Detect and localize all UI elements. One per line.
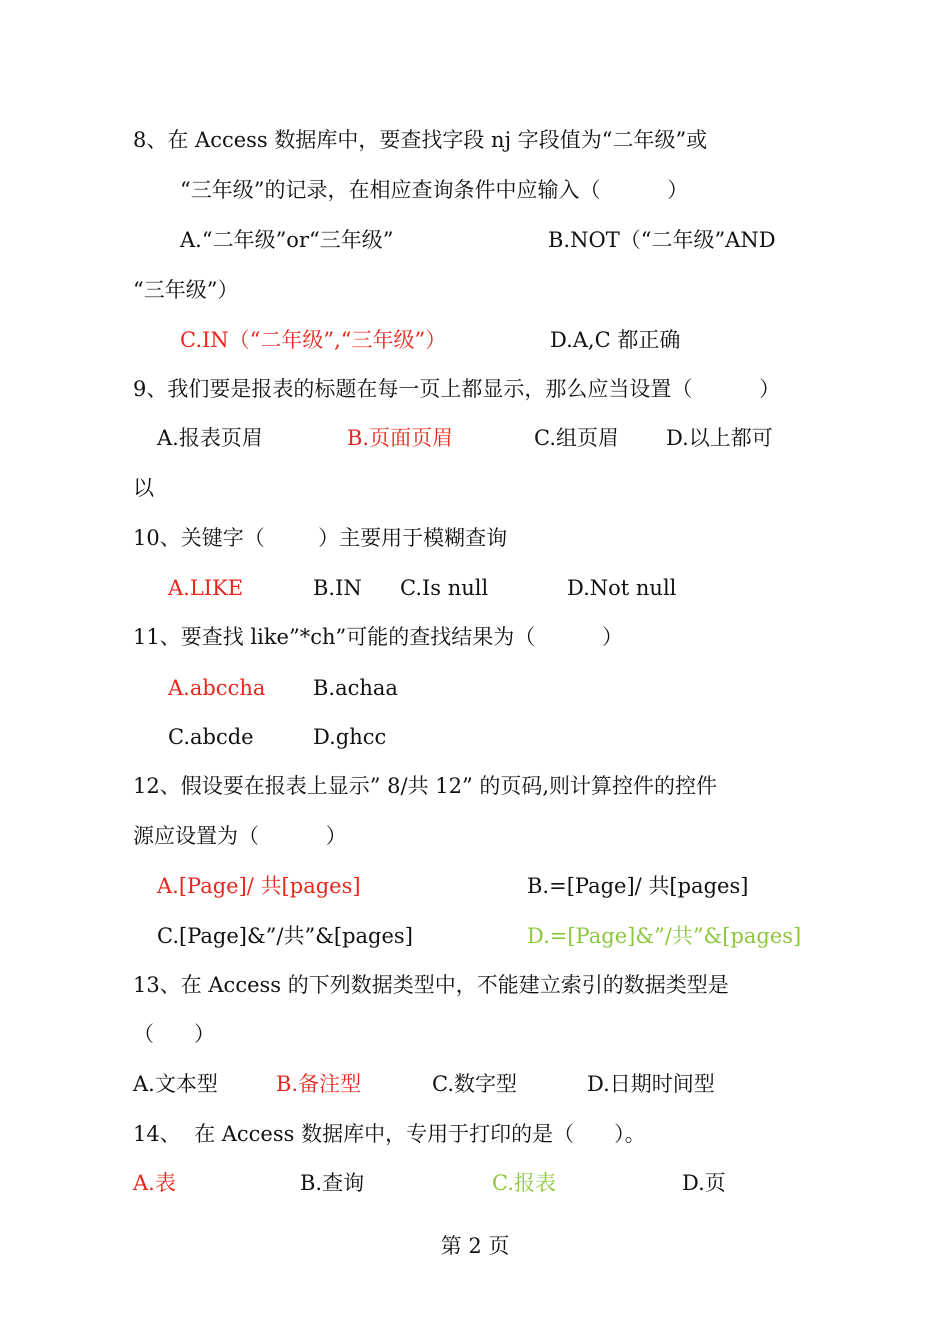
question-9-option-d-cont: 以 [133, 476, 154, 500]
question-10-option-b: B.IN [313, 576, 362, 600]
question-10-option-a: A.LIKE [168, 576, 244, 600]
question-12-stem-line-1: 12、假设要在报表上显示” 8/共 12” 的页码,则计算控件的控件 [133, 774, 718, 798]
question-10-stem: 10、关键字（ ）主要用于模糊查询 [133, 526, 508, 550]
question-11-option-b: B.achaa [313, 676, 398, 700]
question-10-option-d: D.Not null [567, 576, 677, 600]
question-11-option-c: C.abcde [168, 725, 254, 749]
question-14-option-c: C.报表 [492, 1171, 556, 1195]
question-9-option-d: D.以上都可 [666, 426, 773, 450]
question-12-stem-line-2: 源应设置为（ ） [133, 824, 347, 848]
question-9-option-b: B.页面页眉 [347, 426, 454, 450]
question-12-option-d: D.=[Page]&”/共”&[pages] [527, 924, 802, 948]
question-8-option-b-cont: “三年级”） [133, 278, 239, 302]
question-12-option-b: B.=[Page]/ 共[pages] [527, 874, 749, 898]
question-13-option-d: D.日期时间型 [587, 1072, 715, 1096]
question-12-option-a: A.[Page]/ 共[pages] [157, 874, 361, 898]
question-9-stem: 9、我们要是报表的标题在每一页上都显示，那么应当设置（ ） [133, 377, 781, 401]
question-11-stem: 11、要查找 like”*ch”可能的查找结果为（ ） [133, 625, 623, 649]
question-10-option-c: C.Is null [400, 576, 489, 600]
page-number: 第 2 页 [440, 1234, 510, 1258]
question-8-option-c: C.IN（“二年级”,“三年级”） [180, 328, 447, 352]
question-13-option-b: B.备注型 [276, 1072, 362, 1096]
question-14-option-b: B.查询 [300, 1171, 365, 1195]
question-13-option-a: A.文本型 [133, 1072, 218, 1096]
question-8-option-d: D.A,C 都正确 [550, 328, 681, 352]
question-13-stem-line-1: 13、在 Access 的下列数据类型中，不能建立索引的数据类型是 [133, 973, 729, 997]
question-8-option-a: A.“二年级”or“三年级” [180, 228, 394, 252]
question-14-option-d: D.页 [682, 1171, 726, 1195]
question-14-stem: 14、 在 Access 数据库中，专用于打印的是（ ）。 [133, 1122, 646, 1146]
question-14-option-a: A.表 [133, 1171, 176, 1195]
question-12-option-c: C.[Page]&”/共”&[pages] [157, 924, 413, 948]
question-8-stem-line-1: 8、在 Access 数据库中，要查找字段 nj 字段值为“二年级”或 [133, 128, 708, 152]
question-11-option-d: D.ghcc [313, 725, 387, 749]
question-9-option-a: A.报表页眉 [157, 426, 263, 450]
question-8-stem-line-2: “三年级”的记录，在相应查询条件中应输入（ ） [180, 178, 689, 202]
question-8-option-b: B.NOT（“二年级”AND [548, 228, 776, 252]
question-11-option-a: A.abccha [168, 676, 266, 700]
question-9-option-c: C.组页眉 [534, 426, 619, 450]
question-13-stem-line-2: （ ） [133, 1022, 216, 1046]
question-13-option-c: C.数字型 [432, 1072, 517, 1096]
